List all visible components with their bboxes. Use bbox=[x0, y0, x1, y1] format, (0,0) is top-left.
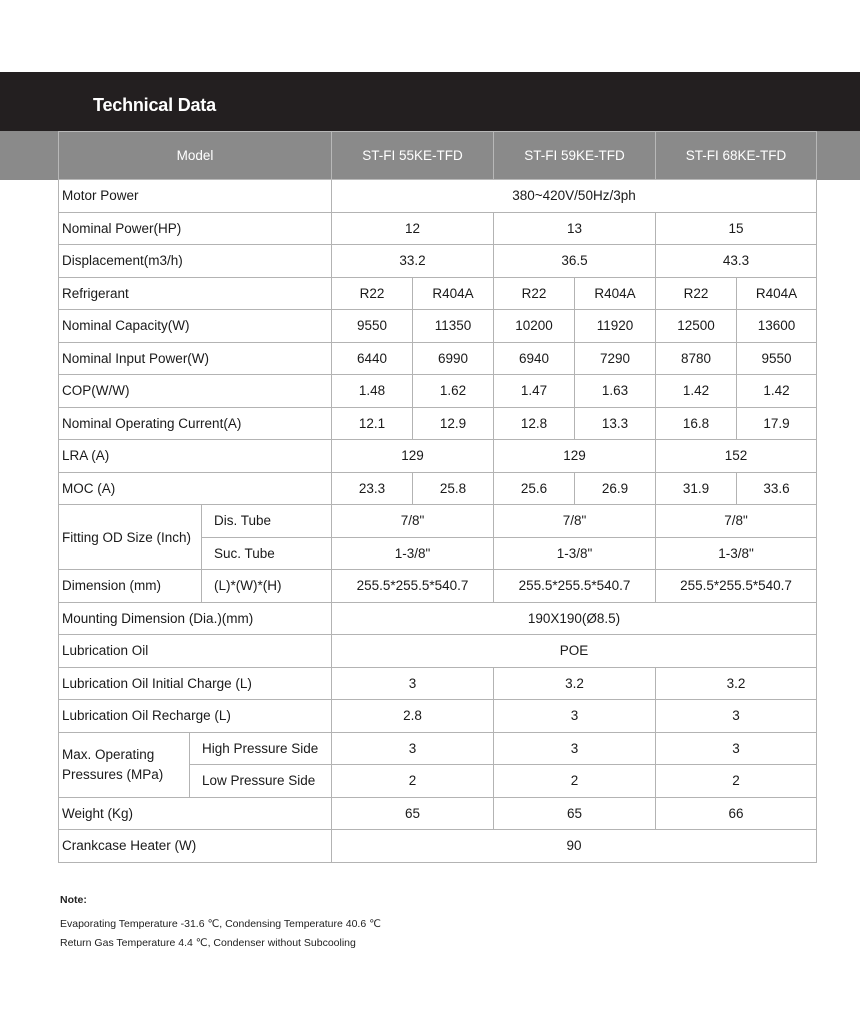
cell-value: 3 bbox=[494, 700, 656, 733]
cell-value: 65 bbox=[494, 797, 656, 830]
row-label: Mounting Dimension (Dia.)(mm) bbox=[59, 602, 332, 635]
table-row bbox=[59, 277, 817, 310]
note-line: Return Gas Temperature 4.4 ℃, Condenser without Subcooling bbox=[60, 936, 356, 949]
cell-value: R22 bbox=[656, 277, 737, 310]
cell-value: 1.48 bbox=[332, 375, 413, 408]
cell-value: 255.5*255.5*540.7 bbox=[332, 570, 494, 603]
cell-value: 25.8 bbox=[413, 472, 494, 505]
cell-value: 152 bbox=[656, 440, 817, 473]
row-label: Nominal Operating Current(A) bbox=[59, 407, 332, 440]
cell-value: 16.8 bbox=[656, 407, 737, 440]
cell-value: 7/8" bbox=[494, 505, 656, 538]
table-row bbox=[59, 732, 817, 765]
row-label-line: Max. Operating bbox=[62, 746, 155, 762]
cell-value: 380~420V/50Hz/3ph bbox=[332, 180, 817, 213]
row-label: Nominal Capacity(W) bbox=[59, 310, 332, 343]
model-3-header: ST-FI 68KE-TFD bbox=[656, 132, 817, 180]
row-label: Fitting OD Size (Inch) bbox=[59, 505, 202, 570]
cell-value: 3.2 bbox=[494, 667, 656, 700]
cell-value: 3 bbox=[332, 732, 494, 765]
cell-value: 1.42 bbox=[656, 375, 737, 408]
row-label: MOC (A) bbox=[59, 472, 332, 505]
row-label bbox=[59, 732, 190, 797]
table-row bbox=[59, 212, 817, 245]
cell-value: 1-3/8" bbox=[656, 537, 817, 570]
table-row bbox=[59, 667, 817, 700]
cell-value: POE bbox=[332, 635, 817, 668]
table-row bbox=[59, 180, 817, 213]
table-row bbox=[59, 505, 817, 538]
cell-value: 2.8 bbox=[332, 700, 494, 733]
row-label: Dimension (mm) bbox=[59, 570, 202, 603]
cell-value: 3 bbox=[494, 732, 656, 765]
cell-value: 8780 bbox=[656, 342, 737, 375]
model-1-header: ST-FI 55KE-TFD bbox=[332, 132, 494, 180]
row-sublabel: Suc. Tube bbox=[202, 537, 332, 570]
cell-value: 6990 bbox=[413, 342, 494, 375]
cell-value: 33.6 bbox=[737, 472, 817, 505]
page-title: Technical Data bbox=[93, 95, 216, 115]
note-title: Note: bbox=[60, 894, 87, 906]
cell-value: 9550 bbox=[737, 342, 817, 375]
cell-value: 65 bbox=[332, 797, 494, 830]
row-label: Motor Power bbox=[59, 180, 332, 213]
row-sublabel: Low Pressure Side bbox=[190, 765, 332, 798]
cell-value: 190X190(Ø8.5) bbox=[332, 602, 817, 635]
cell-value: 31.9 bbox=[656, 472, 737, 505]
cell-value: 23.3 bbox=[332, 472, 413, 505]
cell-value: 12.9 bbox=[413, 407, 494, 440]
cell-value: 129 bbox=[494, 440, 656, 473]
cell-value: 66 bbox=[656, 797, 817, 830]
cell-value: 3 bbox=[656, 700, 817, 733]
cell-value: 7/8" bbox=[656, 505, 817, 538]
table-row bbox=[59, 342, 817, 375]
table-row bbox=[59, 570, 817, 603]
table-row bbox=[59, 310, 817, 343]
cell-value: 7/8" bbox=[332, 505, 494, 538]
cell-value: 11920 bbox=[575, 310, 656, 343]
cell-value: 1-3/8" bbox=[332, 537, 494, 570]
header-row bbox=[59, 132, 817, 180]
cell-value: 1-3/8" bbox=[494, 537, 656, 570]
cell-value: 6940 bbox=[494, 342, 575, 375]
row-sublabel: High Pressure Side bbox=[190, 732, 332, 765]
cell-value: 26.9 bbox=[575, 472, 656, 505]
cell-value: 129 bbox=[332, 440, 494, 473]
row-label: Nominal Input Power(W) bbox=[59, 342, 332, 375]
table-row bbox=[59, 635, 817, 668]
model-2-header: ST-FI 59KE-TFD bbox=[494, 132, 656, 180]
cell-value: 7290 bbox=[575, 342, 656, 375]
table-row bbox=[59, 375, 817, 408]
cell-value: 3 bbox=[656, 732, 817, 765]
cell-value: 10200 bbox=[494, 310, 575, 343]
table-row bbox=[59, 407, 817, 440]
cell-value: R404A bbox=[575, 277, 656, 310]
table-row bbox=[59, 472, 817, 505]
cell-value: 36.5 bbox=[494, 245, 656, 278]
cell-value: 9550 bbox=[332, 310, 413, 343]
cell-value: 11350 bbox=[413, 310, 494, 343]
cell-value: 1.62 bbox=[413, 375, 494, 408]
row-label: LRA (A) bbox=[59, 440, 332, 473]
row-label-line: Pressures (MPa) bbox=[62, 766, 164, 782]
row-sublabel: (L)*(W)*(H) bbox=[202, 570, 332, 603]
row-label: Crankcase Heater (W) bbox=[59, 830, 332, 863]
cell-value: 255.5*255.5*540.7 bbox=[656, 570, 817, 603]
cell-value: 6440 bbox=[332, 342, 413, 375]
table-row bbox=[59, 440, 817, 473]
cell-value: 1.63 bbox=[575, 375, 656, 408]
cell-value: R404A bbox=[413, 277, 494, 310]
table-row bbox=[59, 245, 817, 278]
cell-value: 2 bbox=[332, 765, 494, 798]
row-label: Lubrication Oil Initial Charge (L) bbox=[59, 667, 332, 700]
row-label: Lubrication Oil Recharge (L) bbox=[59, 700, 332, 733]
cell-value: 13600 bbox=[737, 310, 817, 343]
cell-value: 33.2 bbox=[332, 245, 494, 278]
cell-value: 2 bbox=[494, 765, 656, 798]
cell-value: 3.2 bbox=[656, 667, 817, 700]
row-sublabel: Dis. Tube bbox=[202, 505, 332, 538]
model-header: Model bbox=[59, 132, 332, 180]
cell-value: 1.47 bbox=[494, 375, 575, 408]
cell-value: R22 bbox=[494, 277, 575, 310]
cell-value: 3 bbox=[332, 667, 494, 700]
table-row bbox=[59, 700, 817, 733]
cell-value: 25.6 bbox=[494, 472, 575, 505]
cell-value: 2 bbox=[656, 765, 817, 798]
cell-value: 12 bbox=[332, 212, 494, 245]
row-label: Lubrication Oil bbox=[59, 635, 332, 668]
row-label: COP(W/W) bbox=[59, 375, 332, 408]
cell-value: 12500 bbox=[656, 310, 737, 343]
title-banner bbox=[0, 72, 860, 132]
cell-value: 90 bbox=[332, 830, 817, 863]
row-label: Refrigerant bbox=[59, 277, 332, 310]
cell-value: 12.1 bbox=[332, 407, 413, 440]
cell-value: 43.3 bbox=[656, 245, 817, 278]
cell-value: 13.3 bbox=[575, 407, 656, 440]
table-row bbox=[59, 797, 817, 830]
technical-data-table bbox=[58, 131, 817, 863]
cell-value: 15 bbox=[656, 212, 817, 245]
cell-value: 255.5*255.5*540.7 bbox=[494, 570, 656, 603]
table-row bbox=[59, 602, 817, 635]
cell-value: 1.42 bbox=[737, 375, 817, 408]
cell-value: R22 bbox=[332, 277, 413, 310]
row-label: Nominal Power(HP) bbox=[59, 212, 332, 245]
cell-value: 13 bbox=[494, 212, 656, 245]
cell-value: 17.9 bbox=[737, 407, 817, 440]
note-line: Evaporating Temperature -31.6 ℃, Condensing Temperature 40.6 ℃ bbox=[60, 918, 381, 930]
cell-value: 12.8 bbox=[494, 407, 575, 440]
note-section bbox=[60, 894, 381, 952]
row-label: Weight (Kg) bbox=[59, 797, 332, 830]
table-row bbox=[59, 830, 817, 863]
row-label: Displacement(m3/h) bbox=[59, 245, 332, 278]
cell-value: R404A bbox=[737, 277, 817, 310]
